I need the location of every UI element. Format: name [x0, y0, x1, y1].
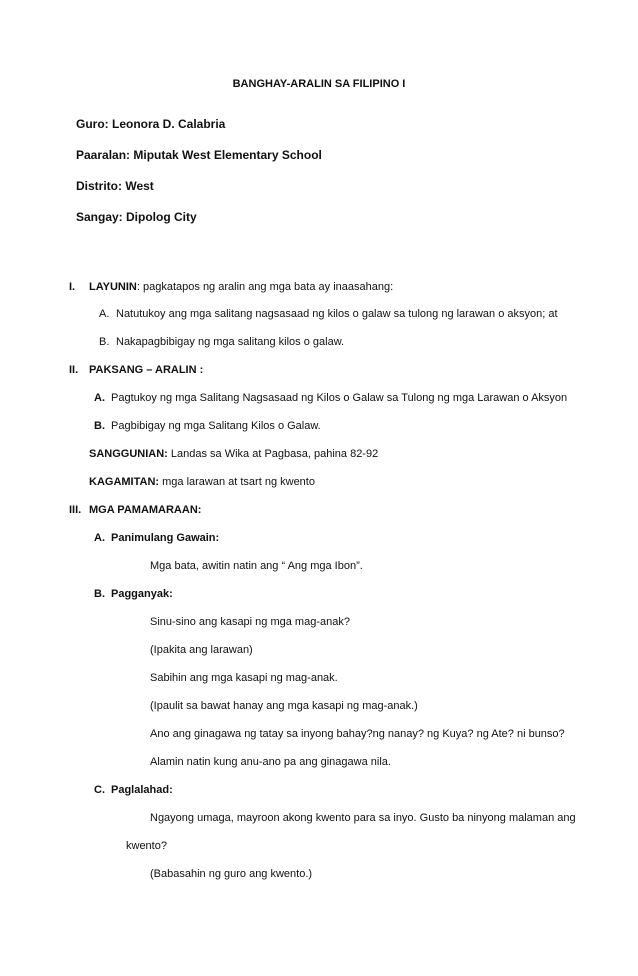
layunin-text: : pagkatapos ng aralin ang mga bata ay inaasahang: [136, 281, 394, 293]
pamamaraan-heading [69, 503, 201, 517]
pamamaraan-label: MGA PAMAMARAAN: [89, 504, 202, 516]
paglalahad-heading: C. Paglalahad: [94, 784, 173, 796]
document-title: BANGHAY-ARALIN SA FILIPINO I [232, 78, 406, 90]
paglalahad-line: (Babasahin ng guro ang kwento.) [150, 868, 313, 880]
pagganyak-line: Sinu-sino ang kasapi ng mga mag-anak? [150, 616, 350, 628]
layunin-heading [69, 280, 393, 294]
layunin-label: LAYUNIN [89, 281, 137, 293]
pagganyak-line: Alamin natin kung anu-ano pa ang ginagawa nila. [150, 756, 391, 768]
paksang-heading [69, 363, 203, 377]
section-number: III. [69, 504, 82, 516]
pagganyak-line: (Ipakita ang larawan) [150, 644, 253, 656]
pagganyak-line: (Ipaulit sa bawat hanay ang mga kasapi ng mag-anak.) [150, 700, 418, 712]
paaralan-line: Paaralan: Miputak West Elementary School [76, 148, 322, 162]
section-number: I. [69, 281, 76, 293]
section-number: II. [69, 364, 79, 376]
panimulang-gawain-text: Mga bata, awitin natin ang “ Ang mga Ibon”. [150, 560, 363, 572]
kagamitan-line: KAGAMITAN: mga larawan at tsart ng kwento [89, 476, 315, 488]
paksang-item-a: A. Pagtukoy ng mga Salitang Nagsasaad ng Kilos o Galaw sa Tulong ng mga Larawan o Aksyon [94, 392, 568, 404]
panimulang-gawain-heading: A. Panimulang Gawain: [94, 532, 220, 544]
paglalahad-line: kwento? [126, 840, 167, 852]
paglalahad-line: Ngayong umaga, mayroon akong kwento para sa inyo. Gusto ba ninyong malaman ang [150, 812, 576, 824]
paksang-label: PAKSANG – ARALIN : [89, 364, 204, 376]
distrito-line: Distrito: West [76, 179, 154, 193]
paksang-item-b: B. Pagbibigay ng mga Salitang Kilos o Galaw. [94, 420, 321, 432]
layunin-item-a: A. Natutukoy ang mga salitang nagsasaad ng kilos o galaw sa tulong ng larawan o aksyon; at [99, 308, 558, 320]
pagganyak-heading: B. Pagganyak: [94, 588, 173, 600]
layunin-item-b: B. Nakapagbibigay ng mga salitang kilos o galaw. [99, 336, 345, 348]
pagganyak-line: Ano ang ginagawa ng tatay sa inyong bahay?ng nanay? ng Kuya? ng Ate? ni bunso? [150, 728, 565, 740]
sangay-line: Sangay: Dipolog City [76, 210, 197, 224]
guro-line: Guro: Leonora D. Calabria [76, 117, 226, 131]
pagganyak-line: Sabihin ang mga kasapi ng mag-anak. [150, 672, 338, 684]
sanggunian-line: SANGGUNIAN: Landas sa Wika at Pagbasa, pahina 82-92 [89, 448, 379, 460]
